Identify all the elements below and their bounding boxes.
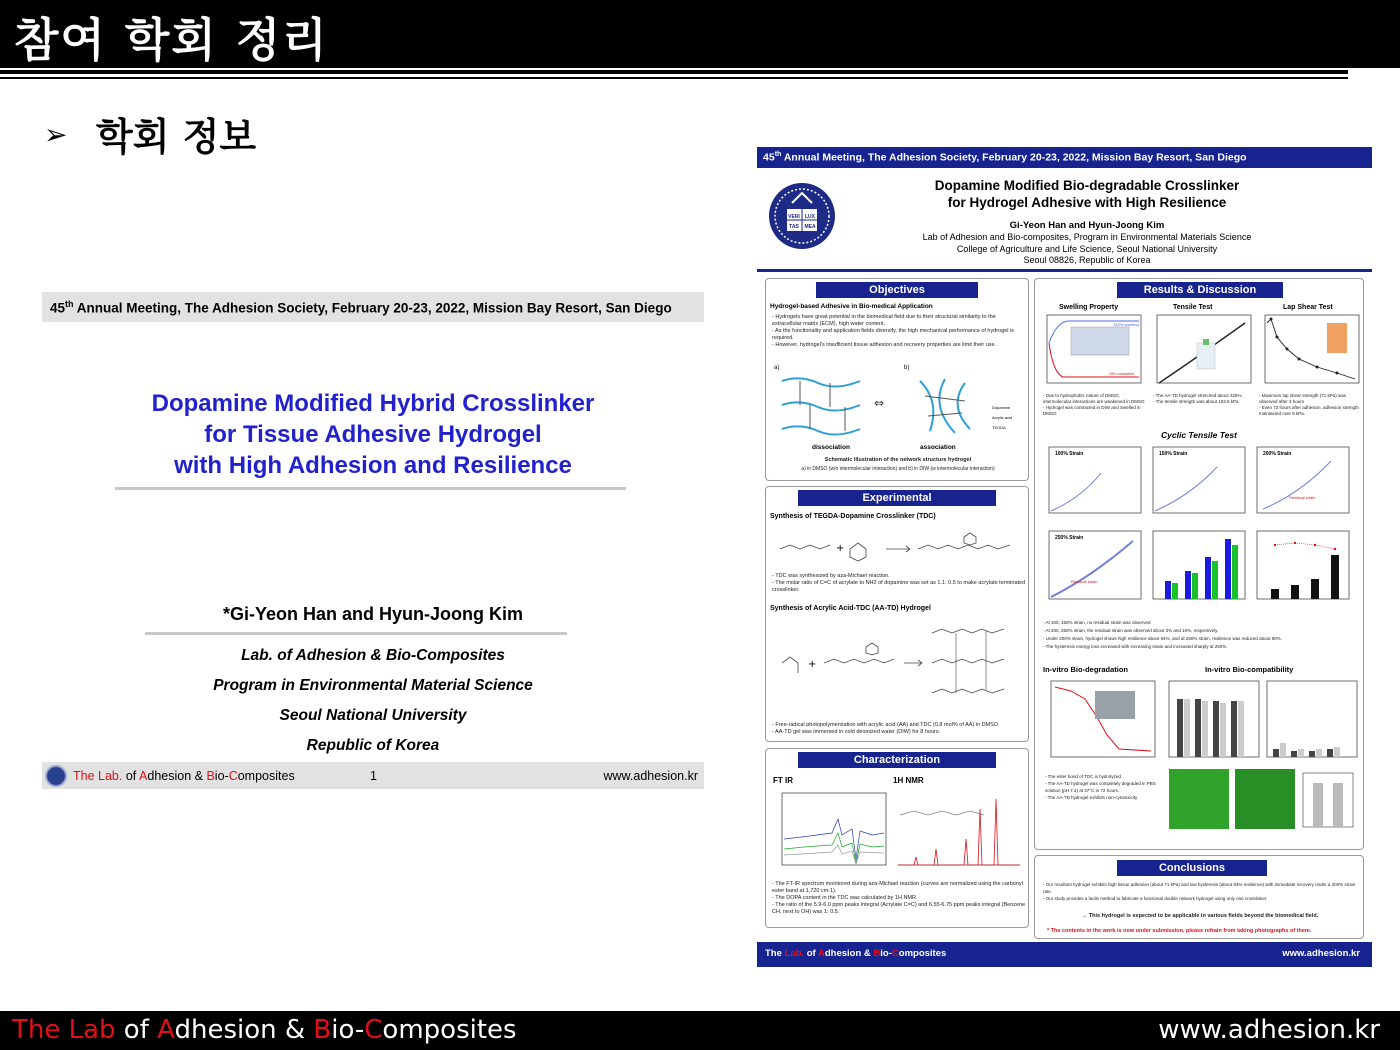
poster <box>757 147 1372 967</box>
affiliation-program: Program in Environmental Material Science <box>213 677 533 694</box>
degradation-bullets <box>1045 773 1161 801</box>
hydrogel-synthesis-scheme <box>776 623 1020 715</box>
objectives-bullets <box>772 314 1026 349</box>
objectives-caption-2: a) in DMSO (w/o intermolecular interaction) and b) in DIW (w intermolecular interaction) <box>801 466 995 472</box>
objectives-caption: Schematic illustration of the network structure hydrogel <box>824 457 972 463</box>
cyclic-label: 250% Strain <box>1055 535 1084 541</box>
association-label: association <box>920 444 956 451</box>
poster-title-line: for Hydrogel Adhesive with High Resilience <box>947 195 1227 210</box>
header-divider <box>0 70 1348 74</box>
meeting-number: 45 <box>50 300 66 316</box>
lab-name-part: A <box>139 769 148 783</box>
characterization-heading: Characterization <box>798 752 996 768</box>
degradation-biocompat-plots <box>1041 677 1359 835</box>
residual-strain-label: Residual strain <box>1071 579 1098 584</box>
swelling-bullets <box>1043 393 1147 417</box>
energy-loss-bars <box>1271 555 1339 599</box>
bullet-arrow-icon: ➢ <box>44 118 68 151</box>
poster-title-line: Dopamine Modified Bio-degradable Crosslinker <box>934 178 1240 193</box>
poster-footer-lab <box>765 948 946 959</box>
poster-aff-line: Lab of Adhesion and Bio-composites, Program in Environmental Materials Science <box>922 232 1252 242</box>
poster-aff-line: Seoul 08826, Republic of Korea <box>1023 255 1151 265</box>
lab-name-part: Lab. <box>784 948 805 959</box>
bullet-text: - Our study provides a facile method to fabricate a functional double network hydrogel using only one crosslinker. <box>1043 896 1268 901</box>
swelling-plot <box>1039 313 1143 389</box>
poster-title <box>857 177 1317 211</box>
bullet-text: - The AA-TD hydrogel stretched about 325%. <box>1153 393 1243 398</box>
poster-banner <box>757 147 1372 168</box>
arrow-icon: ⇔ <box>874 396 885 410</box>
conclusions-panel <box>1034 855 1364 939</box>
bullet-text: - At 100, 150% strain, no residual strain was observed <box>1043 620 1151 625</box>
objectives-subtitle: Hydrogel-based Adhesive in Bio-medical Application <box>770 303 933 310</box>
tensile-bullets <box>1153 393 1257 405</box>
slide-footer <box>42 762 704 789</box>
bullet-text: - The ester bond of TDC is hydrolyzed. <box>1045 774 1123 779</box>
lab-name-part: dhesion & <box>147 769 207 783</box>
lapshear-title: Lap Shear Test <box>1283 304 1333 311</box>
ftir-label: FT IR <box>773 776 793 785</box>
slide-authors: *Gi-Yeon Han and Hyun-Joong Kim <box>222 604 523 624</box>
lab-name-part: A <box>157 1015 175 1045</box>
experimental-bullets-2 <box>772 722 1026 736</box>
lab-name-part: The Lab <box>12 1015 116 1045</box>
legend-text: Acrylic acid <box>992 415 1013 420</box>
slide-title-line: for Tissue Adhesive Hydrogel <box>204 421 542 448</box>
banner-number: 45 <box>763 151 775 164</box>
biocompat-title: In-vitro Bio-compatibility <box>1205 665 1294 674</box>
characterization-bullets <box>772 881 1026 916</box>
lab-name-part: io- <box>214 769 229 783</box>
cyclic-label: 100% Strain <box>1055 451 1084 457</box>
cyclic-bullets <box>1043 619 1359 651</box>
bullet-text: - The hysteresis energy loss increased with increasing strain and increased sharply at 250%. <box>1043 644 1228 649</box>
characterization-panel <box>765 748 1029 928</box>
bullet-text: - AA-TD gel was immersed in cold deionized water (DIW) for 8 hours. <box>772 729 941 735</box>
bullet-text: - Hydrogels have great potential in the biomedical field due to their structural similarity to the extracellular matrix (ECM), high water content. <box>772 314 996 327</box>
label-a: a) <box>774 365 780 371</box>
lab-name-part: C <box>891 948 899 959</box>
cyclic-plots-row-2 <box>1041 527 1361 609</box>
banner-text: Annual Meeting, The Adhesion Society, February 20-23, 2022, Mission Bay Resort, San Diego <box>781 151 1247 164</box>
objectives-heading: Objectives <box>816 282 978 298</box>
legend-text: Dopamine <box>992 405 1011 410</box>
lab-name-part: of <box>804 948 818 959</box>
conclusions-heading: Conclusions <box>1117 860 1267 876</box>
slide-footer-lab <box>73 769 295 783</box>
poster-affiliation <box>857 232 1317 267</box>
bullet-text: - As the functionality and application fields diversify, the high mechanical performance of hydrogel is required. <box>772 328 1015 341</box>
lab-name-part: io- <box>331 1015 365 1045</box>
experimental-bullets-1 <box>772 573 1026 594</box>
poster-header-rule <box>757 269 1372 272</box>
lab-name-part: dhesion & <box>174 1015 314 1045</box>
slide-footer-url: www.adhesion.kr <box>603 769 698 783</box>
lab-name-part: omposites <box>237 769 295 783</box>
results-heading: Results & Discussion <box>1117 282 1283 298</box>
university-seal-icon <box>767 179 837 253</box>
bullet-text: - The AA-TD hydrogel was completely degraded in PBS solution (pH 7.4) at 37°C in 72 hours. <box>1045 781 1156 793</box>
banner-suffix: th <box>774 151 782 158</box>
network-structure-diagram <box>770 361 1026 453</box>
seal-text: MEA <box>804 224 816 230</box>
affiliation-university: Seoul National University <box>279 707 467 724</box>
experimental-subtitle-1: Synthesis of TEGDA-Dopamine Crosslinker (TDC) <box>770 513 936 520</box>
page-title: 참여 학회 정리 <box>14 13 329 67</box>
lab-name-part: io- <box>880 948 892 959</box>
bullet-text: - At 200, 250% strain, the residual strain was observed about 3% and 10%, respectively. <box>1043 628 1219 633</box>
university-seal-icon <box>45 765 67 787</box>
plus-icon: + <box>836 543 845 554</box>
header-bar <box>0 0 1400 68</box>
lab-name-part: dhesion & <box>824 948 874 959</box>
meeting-suffix: th <box>65 299 74 309</box>
hysteresis-bars <box>1165 539 1238 599</box>
slide-page-number: 1 <box>370 769 377 783</box>
bullet-text: - Even 72 hours after adhesion, adhesion strength maintained over 5 kPa. <box>1259 405 1359 416</box>
bullet-text: - Our resultant hydrogel exhibits high tissue adhesion (about 71 kPa) and low hysteresis (about 94% resilience) with immediate recovery under a 200% strain rate. <box>1043 882 1356 894</box>
experimental-heading: Experimental <box>798 490 996 506</box>
bullet-text: - The ratio of the 5.9-6.0 ppm peaks integral (Acrylate C=C) and 6.55-6.75 ppm peaks integral (Benzene CH, next to OH) was 1: 0.5. <box>772 902 1026 915</box>
lab-name-part: omposites <box>382 1015 517 1045</box>
footer-bar <box>0 1011 1400 1050</box>
bullet-text: - The AA-TD hydrogel exhibits non-cytotoxicity <box>1045 795 1138 800</box>
shrink-annotation: 15% contraction <box>1109 372 1135 376</box>
experimental-panel <box>765 486 1029 742</box>
nmr-label: 1H NMR <box>893 776 924 785</box>
affiliation-lab: Lab. of Adhesion & Bio-Composites <box>241 647 505 664</box>
swell-annotation: 132% swelling <box>1113 322 1139 327</box>
poster-footer <box>757 942 1372 967</box>
ftir-spectrum-plot <box>772 789 890 873</box>
title-slide <box>42 292 704 790</box>
section-title: 학회 정보 <box>96 115 257 159</box>
authors-divider <box>145 632 567 635</box>
results-panel <box>1034 278 1364 850</box>
title-divider <box>115 487 626 490</box>
lab-name-part: omposites <box>898 948 947 959</box>
dissociation-label: dissociation <box>812 444 850 451</box>
bullet-text: - TDC was synthesized by aza-Michael reaction. <box>772 573 890 579</box>
lapshear-plot <box>1257 313 1361 389</box>
tdc-reaction-scheme <box>776 531 1020 567</box>
slide-title-line: Dopamine Modified Hybrid Crosslinker <box>151 390 595 417</box>
conclusions-highlight: → This hydrogel is expected to be applicable in various fields beyond the biomedical field. <box>1081 913 1319 919</box>
seal-text: TAS <box>789 224 799 230</box>
label-b: b) <box>904 365 910 371</box>
bullet-text: - Free-radical photopolymerization with acrylic acid (AA) and TDC (0.8 mol% of AA) in DMSO. <box>772 722 1000 728</box>
lab-name-part: A <box>817 948 825 959</box>
footer-url: www.adhesion.kr <box>1158 1015 1380 1045</box>
lapshear-bullets <box>1259 393 1363 417</box>
swelling-title: Swelling Property <box>1059 304 1119 311</box>
bullet-text: - Due to hydrophobic nature of DMSO, intermolecular interactions are weakened in DMSO <box>1043 393 1145 404</box>
meeting-text: Annual Meeting, The Adhesion Society, February 20-23, 2022, Mission Bay Resort, San Diego <box>73 300 672 316</box>
bullet-text: - Hydrogel was contracted in DIW and Swelled in DMSO <box>1043 405 1141 416</box>
plus-icon: + <box>808 659 817 670</box>
objectives-panel <box>765 278 1029 481</box>
lab-name-part: C <box>364 1015 383 1045</box>
conclusions-bullets <box>1043 881 1359 902</box>
lab-name-part: C <box>228 769 238 783</box>
bullet-text: - The FT-IR spectrum monitored during aza-Michael reaction (curves are normalized using the carbonyl ester band at 1,720 cm-1). <box>772 881 1023 894</box>
seal-text: LUX <box>805 214 815 220</box>
header-divider-thin <box>0 77 1348 79</box>
lab-name-part: B <box>206 769 215 783</box>
slide-title-line: with High Adhesion and Resilience <box>174 452 572 479</box>
cyclic-plots-row-1 <box>1041 443 1361 521</box>
bullet-text: - Maximum lap shear strength (71 kPa) was observed after 3 hours <box>1259 393 1347 404</box>
tensile-plot <box>1149 313 1253 389</box>
footer-lab-name <box>12 1015 517 1045</box>
bullet-text: - The molar ratio of C=C of acrylate to NH2 of dopamine was set as 1.1: 0.5 to make acrylate terminated crosslinker. <box>772 580 1026 593</box>
lab-name-part: of <box>115 1015 158 1045</box>
legend-text: TEGDA <box>992 425 1006 430</box>
cyclic-label: 150% Strain <box>1159 451 1188 457</box>
lab-name-part: of <box>122 769 140 783</box>
experimental-subtitle-2: Synthesis of Acrylic Acid-TDC (AA-TD) Hydrogel <box>770 605 931 612</box>
poster-author: Gi-Yeon Han and Hyun-Joong Kim <box>1009 220 1165 231</box>
lab-name-part: B <box>313 1015 332 1045</box>
cyclic-label: 200% Strain <box>1263 451 1292 457</box>
nmr-spectrum-plot <box>894 789 1024 873</box>
slide-title <box>42 388 704 481</box>
bullet-text: - However, hydrogel's insufficient tissue adhesion and recovery properties are limit their use. <box>772 342 997 348</box>
seal-text: VERI <box>788 214 800 220</box>
tensile-title: Tensile Test <box>1173 304 1213 311</box>
affiliation-country: Republic of Korea <box>306 737 440 754</box>
lab-name-part: B <box>873 948 881 959</box>
bullet-text: - The tensile strength was about 103.5 kPa. <box>1153 399 1240 404</box>
poster-aff-line: College of Agriculture and Life Science, Seoul National University <box>956 243 1218 254</box>
residual-strain-label: Residual strain <box>1289 495 1316 500</box>
bullet-text: - Under 200% strain, hydrogel shows high resilience about 94%, and at 250% strain, resilience was reduced about 90%. <box>1043 636 1282 641</box>
slide-meeting-bar <box>42 292 704 322</box>
bullet-text: - The DOPA content in the TDC was calculated by 1H NMR. <box>772 895 918 901</box>
poster-footer-url: www.adhesion.kr <box>1282 948 1360 959</box>
degradation-title: In-vitro Bio-degradation <box>1043 665 1128 674</box>
lab-name-part: The <box>765 948 785 959</box>
poster-note: * The contents in the work is now under submission, please refrain from taking photographs of them. <box>1047 928 1312 934</box>
cyclic-title: Cyclic Tensile Test <box>1161 430 1237 440</box>
lab-name-part: The Lab. <box>73 769 123 783</box>
